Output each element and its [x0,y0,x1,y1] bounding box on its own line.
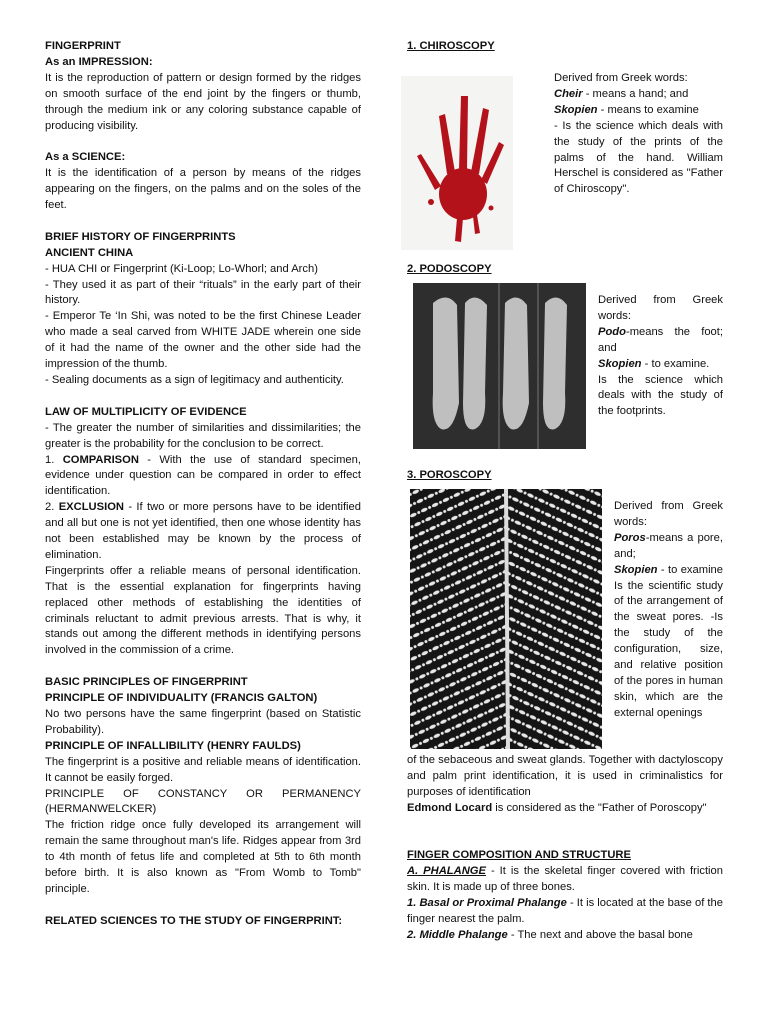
podoscopy-heading: 2. PODOSCOPY [407,263,492,275]
exclusion-text: - If two or more persons have to be identified and all but one is not yet identified, then one whose identity has not been established may be known by the process of elimination. [45,501,361,561]
chiro-skopien-term: Skopien [554,103,598,116]
china-item: - They used it as part of their “rituals” in the early part of their history. [45,278,361,307]
poro-term-text: -means a pore, and; [614,531,723,560]
ridge-texture-left [410,489,506,749]
ridge-pores-image [410,489,602,749]
middle-text: - The next and above the basal bone [507,928,693,941]
comparison-number: 1. [45,453,63,466]
right-column [407,39,723,999]
poro-skopien-line [614,563,723,722]
finger-composition-section [407,848,723,943]
poro-skopien-term: Skopien [614,563,658,576]
china-heading: ANCIENT CHINA [45,246,134,259]
foot-shape [543,297,567,429]
basal-text: - It is located at the base of the finger nearest the palm. [407,896,723,925]
foot-shape [503,297,529,429]
finger-blot [439,114,455,174]
drip-blot [455,218,463,242]
pores-svg [410,489,602,749]
principles-heading: BASIC PRINCIPLES OF FINGERPRINT [45,676,248,689]
podo-term: Podo [598,325,626,338]
constancy-heading: PRINCIPLE OF CONSTANCY OR PERMANENCY (HERMANWELCKER) [45,787,361,816]
history-heading: BRIEF HISTORY OF FINGERPRINTS [45,230,236,243]
splatter-dot [489,206,494,211]
palm-blot [439,168,487,220]
law-heading: LAW OF MULTIPLICITY OF EVIDENCE [45,405,247,418]
page-title: FINGERPRINT [45,40,121,52]
individuality-heading: PRINCIPLE OF INDIVIDUALITY (FRANCIS GALTON) [45,692,318,705]
podo-skopien-line [598,357,723,373]
chiro-definition: - Is the science which deals with the study of the prints of the palms of the hand. William Herschel is considered as "Father of Chiroscopy". [554,119,723,196]
chiroscopy-heading: 1. CHIROSCOPY [407,40,495,52]
finger-blot [481,142,504,184]
comparison-text: - With the use of standard specimen, evidence under question can be compared in order to effect identification. [45,453,361,498]
footprint-xray-image [413,283,586,449]
infallibility-text: The fingerprint is a positive and reliable means of identification. It cannot be easily forged. [45,755,361,784]
locard-name: Edmond Locard [407,801,493,814]
splatter-dot [428,199,434,205]
chiro-skopien-line [554,103,723,119]
related-heading: RELATED SCIENCES TO THE STUDY OF FINGERPRINT: [45,914,343,927]
exclusion-number: 2. [45,501,59,514]
comparison-paragraph [45,453,361,501]
podo-term-line [598,325,723,357]
chiro-skopien-text: - means to examine [597,103,699,116]
poro-derived: Derived from Greek words: [614,500,723,528]
poroscopy-text [614,499,723,722]
podo-skopien-term: Skopien [598,357,642,370]
comparison-term: COMPARISON [62,453,139,466]
locard-line [407,801,723,817]
locard-text: is considered as the "Father of Poroscopy" [492,801,707,814]
basal-line [407,896,723,928]
feet-svg [413,283,586,449]
poro-skopien-text: - to examine Is the scientific study of the arrangement of the sweat pores. -Is the study of the configuration, size, and relative position of the pores in human skin, which are the external openings [614,563,723,719]
poroscopy-continued [407,753,723,817]
phalange-text: - It is the skeletal finger covered with friction skin. It is made up of three bones. [407,864,723,893]
chiro-derived: Derived from Greek words: [554,72,688,84]
podo-skopien-text: - to examine. [641,357,710,370]
infallibility-heading: PRINCIPLE OF INFALLIBILITY (HENRY FAULDS) [45,739,301,752]
center-ridge-line [506,489,508,749]
chiro-cheir-term: Cheir [554,87,583,100]
chiro-cheir-line [554,87,723,103]
law-text: - The greater the number of similarities and dissimilarities; the greater is the probability for the conclusion to be correct. [45,421,361,450]
individuality-text: No two persons have the same fingerprint (based on Statistic Probability). [45,708,361,736]
poro-continued-text: of the sebaceous and sweat glands. Together with dactyloscopy and palm print identification, it is used in criminalistics for purposes of identification [407,754,723,798]
finger-blot [471,108,489,174]
finger-blot [459,96,468,170]
phalange-term: A. PHALANGE [407,864,486,877]
ridge-texture-right [506,489,602,749]
podo-term-text: -means the foot; and [598,325,723,354]
handprint-svg [401,76,513,250]
finger-heading: FINGER COMPOSITION AND STRUCTURE [407,849,631,861]
foot-shape [463,297,487,429]
poroscopy-heading: 3. POROSCOPY [407,469,492,481]
phalange-line [407,864,723,896]
impression-text: It is the reproduction of pattern or design formed by the ridges on smooth surface of the end joint by the fingers or thumb, through the medium ink or any coloring substance capable of producing visibility. [45,71,361,132]
exclusion-paragraph [45,500,361,564]
chiroscopy-text [554,71,723,198]
science-heading: As a SCIENCE: [45,151,126,164]
drip-blot [473,215,480,234]
science-text: It is the identification of a person by means of the ridges appearing on the fingers, on the palms and on the soles of the feet. [45,167,361,212]
poro-term: Poros [614,531,646,544]
basal-term: 1. Basal or Proximal Phalange [407,896,567,909]
reliable-text: Fingerprints offer a reliable means of personal identification. That is the essential explanation for fingerprints having replaced other methods of establishing the identities of criminals reluctant to admit previous arrests. That is why, it stands out among the different methods in identifying persons involved in the commission of a crime. [45,564,361,657]
thumb-blot [417,154,441,190]
impression-heading: As an IMPRESSION: [45,55,153,68]
china-item: - Sealing documents as a sign of legitimacy and authenticity. [45,374,344,386]
chiro-cheir-text: - means a hand; and [582,87,689,100]
middle-line [407,928,723,944]
red-handprint-image [401,76,513,250]
podo-definition: Is the science which deals with the study of the footprints. [598,373,723,418]
podoscopy-text [598,293,723,420]
podo-derived: Derived from Greek words: [598,294,723,322]
china-item: - Emperor Te ‘In Shi, was noted to be the first Chinese Leader who made a seal carved from WHITE JADE wherein one side of it had the name of the owner and the other side had the impression of the thumb. [45,310,361,371]
china-item: - HUA CHI or Fingerprint (Ki-Loop; Lo-Whorl; and Arch) [45,262,318,275]
exclusion-term: EXCLUSION [58,501,124,514]
constancy-text: The friction ridge once fully developed its arrangement will remain the same throughout man's life. Ridges appear from 3rd to 4th month of fetus life and completed at 5th to 6th month before birth. It is also known as "From Womb to Tomb" principle. [45,819,361,895]
left-column [45,39,361,930]
foot-shape [433,297,459,429]
poro-term-line [614,531,723,563]
middle-term: 2. Middle Phalange [407,928,508,941]
